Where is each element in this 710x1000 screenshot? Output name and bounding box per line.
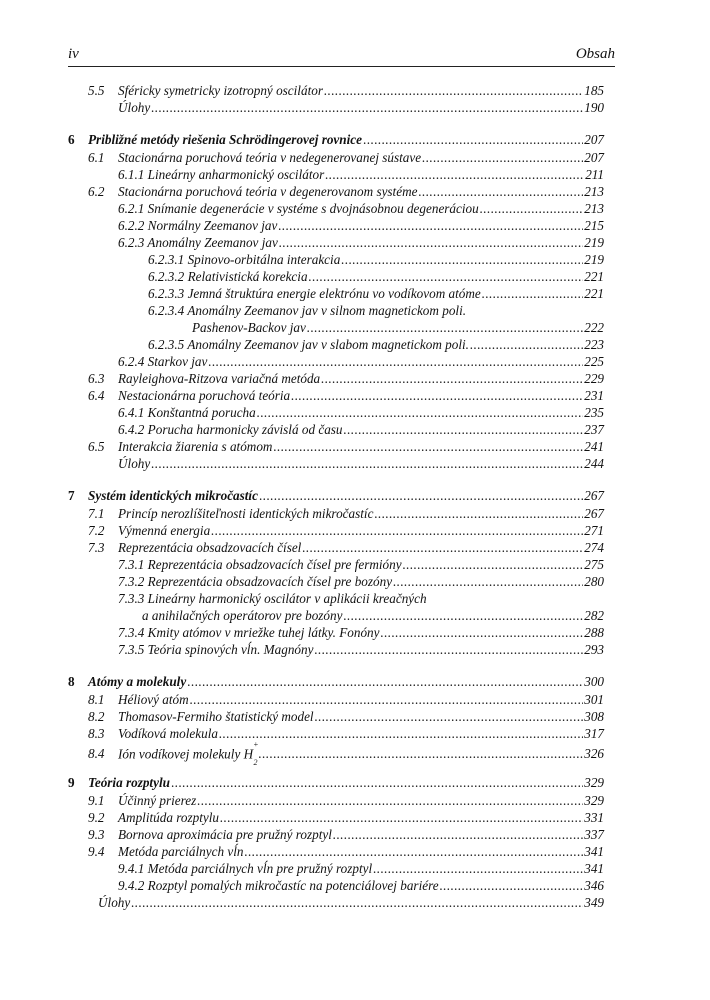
dot-leader [418, 183, 583, 200]
dot-leader [480, 200, 583, 217]
toc-page-number: 225 [584, 354, 604, 369]
dot-leader [302, 539, 583, 556]
toc-entry-row[interactable] [68, 641, 604, 658]
toc-entry-row[interactable] [68, 166, 604, 183]
toc-page-number: 223 [584, 337, 604, 352]
toc-entry-row[interactable] [68, 539, 604, 556]
dot-leader [403, 556, 584, 573]
toc-entry-title: Thomasov-Fermiho štatistický model [118, 709, 314, 724]
toc-page-number: 237 [584, 422, 604, 437]
dot-leader [245, 843, 584, 860]
toc-entry-title: 9.4.2 Rozptyl pomalých mikročastíc na potenciálovej bariére [118, 878, 439, 893]
toc-entry-row[interactable] [68, 82, 604, 99]
toc-entry-number: 6.4 [88, 388, 105, 403]
dot-leader [373, 860, 583, 877]
toc-page-number: 280 [584, 574, 604, 589]
toc-entry-title: 7.3.4 Kmity atómov v mriežke tuhej látky. Fonóny [118, 625, 380, 640]
dot-leader [482, 285, 583, 302]
toc-entry-title: Úlohy [98, 895, 131, 910]
toc-entry-title: Ión vodíkovej molekuly $H^+_2$ [118, 740, 259, 768]
toc-entry-title: Približné metódy riešenia Schrödingerovej rovnice [88, 132, 362, 147]
toc-entry-number: 6.5 [88, 439, 105, 454]
superscript-charge: + [253, 740, 259, 749]
toc-entry-row[interactable] [68, 183, 604, 200]
toc-entry-title: Atómy a molekuly [88, 674, 187, 689]
toc-page-number: 219 [584, 252, 604, 267]
toc-entry-row[interactable] [68, 505, 604, 522]
toc-entry-title: 6.2.3 Anomálny Zeemanov jav [118, 235, 278, 250]
toc-page-number: 190 [584, 100, 604, 115]
toc-entry-row[interactable] [68, 455, 604, 472]
toc-page-number: 349 [584, 895, 604, 910]
dot-leader [333, 826, 583, 843]
toc-page-number: 275 [584, 557, 604, 572]
toc-page-number: 221 [584, 286, 604, 301]
toc-entry-row[interactable] [68, 319, 604, 336]
toc-entry-row[interactable] [68, 268, 604, 285]
toc-entry-title: 6.4.1 Konštantná porucha [118, 405, 256, 420]
toc-entry-title: Úlohy [118, 100, 151, 115]
toc-page-number: 207 [584, 132, 604, 147]
toc-entry-title: Výmenná energia [118, 523, 211, 538]
toc-chapter-row[interactable] [68, 131, 604, 149]
toc-entry-row[interactable] [68, 251, 604, 268]
toc-page-number: 288 [584, 625, 604, 640]
toc-entry-row[interactable] [68, 624, 604, 641]
toc-entry-row[interactable] [68, 792, 604, 809]
toc-entry-number: 9.2 [88, 810, 105, 825]
toc-page-number: 219 [584, 235, 604, 250]
dot-leader [151, 99, 583, 116]
toc-entry-title: 6.2.3.1 Spinovo-orbitálna interakcia [148, 252, 341, 267]
dot-leader [279, 234, 583, 251]
dot-leader [259, 487, 583, 504]
toc-entry-row[interactable] [68, 421, 604, 438]
toc-entry-line: 7.3.3 Lineárny harmonický oscilátor v aplikácii kreačných [118, 591, 427, 606]
toc-entry-number: 7 [68, 488, 75, 503]
toc-chapter-row[interactable] [68, 487, 604, 505]
dot-leader [314, 641, 583, 658]
toc-page-number: 213 [584, 201, 604, 216]
toc-chapter-row[interactable] [68, 673, 604, 691]
dot-leader [343, 607, 583, 624]
dot-leader [422, 149, 583, 166]
dot-leader [151, 455, 583, 472]
dot-leader [187, 673, 583, 690]
toc-entry-title: Stacionárna poruchová teória v nedegenerovanej sústave [118, 150, 422, 165]
toc-entry-title: Amplitúda rozptylu [118, 810, 219, 825]
toc-entry-row[interactable] [68, 387, 604, 404]
dot-leader [259, 745, 584, 762]
toc-page-number: 207 [584, 150, 604, 165]
dot-leader [220, 809, 583, 826]
toc-page-number: 300 [584, 674, 604, 689]
running-title: Obsah [575, 46, 615, 62]
toc-page-number: 231 [584, 388, 604, 403]
toc-entry-line: 6.2.3.4 Anomálny Zeemanov jav v silnom magnetickom poli. [148, 303, 467, 318]
running-header [68, 46, 615, 67]
toc-entry-row[interactable] [68, 691, 604, 708]
toc-entry-title: Nestacionárna poruchová teória [118, 388, 291, 403]
dot-leader [273, 438, 583, 455]
toc-entry-number: 8.4 [88, 746, 105, 762]
toc-entry-title: 6.1.1 Lineárny anharmonický oscilátor [118, 167, 325, 182]
toc-entry-title: 6.2.3.2 Relativistická korekcia [148, 269, 308, 284]
toc-entry-title: Systém identických mikročastíc [88, 488, 258, 503]
dot-leader [325, 166, 584, 183]
toc-entry-number: 7.1 [88, 506, 105, 521]
toc-entry-title: Pashenov-Backov jav [192, 320, 306, 335]
toc-entry-row[interactable] [68, 809, 604, 826]
toc-page-number: 267 [584, 488, 604, 503]
toc-entry-number: 8.3 [88, 726, 105, 741]
dot-leader [381, 624, 584, 641]
toc-entry-title: 6.2.2 Normálny Zeemanov jav [118, 218, 278, 233]
toc-entry-title: 7.3.5 Teória spinových vĺn. Magnóny [118, 642, 314, 657]
toc-page-number: 221 [584, 269, 604, 284]
dot-leader [131, 894, 583, 911]
toc-page-number: 346 [584, 878, 604, 893]
toc-page-number: 341 [584, 861, 604, 876]
toc-entry-title: Metóda parciálnych vĺn [118, 844, 244, 859]
toc-entry-title: Stacionárna poruchová teória v degenerovanom systéme [118, 184, 418, 199]
toc-entry-number: 8 [68, 674, 75, 689]
toc-page-number: 185 [584, 83, 604, 98]
dot-leader [324, 82, 583, 99]
toc-entry-number: 6.2 [88, 184, 105, 199]
toc-entry-row[interactable] [68, 860, 604, 877]
toc-entry-number: 9.3 [88, 827, 105, 842]
toc-page-number: 235 [584, 405, 604, 420]
dot-leader [363, 131, 583, 148]
toc-page-number: 301 [584, 692, 604, 707]
toc-entry-title: 7.3.2 Reprezentácia obsadzovacích čísel pre bozóny [118, 574, 393, 589]
toc-entry-row[interactable] [68, 522, 604, 539]
toc-page-number: 293 [584, 642, 604, 657]
toc-entry-row[interactable] [68, 438, 604, 455]
dot-leader [257, 404, 583, 421]
page-number-roman: iv [68, 46, 79, 62]
chapter-gap [68, 658, 604, 673]
toc-entry-title: Interakcia žiarenia s atómom [118, 439, 273, 454]
toc-entry-row[interactable] [68, 285, 604, 302]
toc-entry-number: 9 [68, 775, 75, 790]
toc-entry-row[interactable] [68, 200, 604, 217]
toc-page-number: 211 [585, 167, 604, 182]
toc-entry-number: 5.5 [88, 83, 105, 98]
toc-entry-title: 9.4.1 Metóda parciálnych vĺn pre pružný rozptyl [118, 861, 373, 876]
toc-entry-number: 6 [68, 132, 75, 147]
dot-leader [190, 691, 584, 708]
toc-entry-title: Héliový atóm [118, 692, 189, 707]
toc-entry-title: Reprezentácia obsadzovacích čísel [118, 540, 302, 555]
toc-chapter-row[interactable] [68, 774, 604, 792]
toc-entry-title: 6.4.2 Porucha harmonicky závislá od času [118, 422, 343, 437]
toc-page-number: 282 [584, 608, 604, 623]
dot-leader [321, 370, 583, 387]
toc-page-number: 331 [584, 810, 604, 825]
toc-page-number: 244 [584, 456, 604, 471]
toc-entry-row[interactable] [68, 336, 604, 353]
toc-entry-number: 6.3 [88, 371, 105, 386]
toc-entry-title: Bornova aproximácia pre pružný rozptyl [118, 827, 332, 842]
toc-entry-row[interactable] [68, 404, 604, 421]
dot-leader [440, 877, 584, 894]
dot-leader [197, 792, 583, 809]
dot-leader [307, 319, 583, 336]
chapter-gap [68, 116, 604, 131]
toc-page-number: 271 [584, 523, 604, 538]
toc-entry-number: 8.1 [88, 692, 105, 707]
toc-entry-number: 7.3 [88, 540, 105, 555]
toc-entry-title: 6.2.3.5 Anomálny Zeemanov jav v slabom magnetickom poli. [148, 337, 469, 352]
toc-entry-title: Teória rozptylu [88, 775, 170, 790]
toc-entry-number: 7.2 [88, 523, 105, 538]
dot-leader [211, 522, 583, 539]
toc-entry-title: 6.2.3.3 Jemná štruktúra energie elektrónu vo vodíkovom atóme [148, 286, 481, 301]
dot-leader [309, 268, 584, 285]
toc-entry-row[interactable] [68, 877, 604, 894]
dot-leader [344, 421, 584, 438]
toc-entry-row[interactable] [68, 370, 604, 387]
chapter-gap [68, 472, 604, 487]
toc-entry-number: 9.4 [88, 844, 105, 859]
toc-entry-row[interactable] [68, 894, 604, 911]
toc-page-number: 341 [584, 844, 604, 859]
toc-entry-title: Sféricky symetricky izotropný oscilátor [118, 83, 323, 98]
dot-leader [208, 353, 583, 370]
dot-leader [374, 505, 583, 522]
table-of-contents [68, 82, 604, 911]
toc-page-number: 326 [584, 746, 604, 762]
dot-leader [171, 774, 583, 791]
toc-entry-row[interactable] [68, 353, 604, 370]
toc-entry-row[interactable] [68, 149, 604, 166]
toc-entry-number: 8.2 [88, 709, 105, 724]
toc-entry-title: 7.3.1 Reprezentácia obsadzovacích čísel pre fermióny [118, 557, 402, 572]
dot-leader [219, 725, 583, 742]
toc-entry-title: Princíp nerozlíšiteľnosti identických mikročastíc [118, 506, 374, 521]
toc-entry-row[interactable] [68, 708, 604, 725]
toc-page-number: 267 [584, 506, 604, 521]
toc-page-number: 337 [584, 827, 604, 842]
toc-entry-title: a anihilačných operátorov pre bozóny [142, 608, 343, 623]
toc-entry-row[interactable] [68, 740, 604, 768]
toc-entry-row[interactable] [68, 826, 604, 843]
toc-page-number: 317 [584, 726, 604, 741]
dot-leader [291, 387, 583, 404]
dot-leader [341, 251, 583, 268]
toc-page-number: 308 [584, 709, 604, 724]
toc-page-number: 222 [584, 320, 604, 335]
toc-page-number: 215 [584, 218, 604, 233]
toc-page-number: 274 [584, 540, 604, 555]
toc-entry-number: 6.1 [88, 150, 105, 165]
dot-leader [393, 573, 583, 590]
toc-entry-number: 9.1 [88, 793, 105, 808]
dot-leader [278, 217, 583, 234]
toc-entry-title: Úlohy [118, 456, 151, 471]
toc-entry-row[interactable] [68, 556, 604, 573]
toc-entry-row[interactable] [68, 725, 604, 742]
dot-leader [470, 336, 583, 353]
toc-page-number: 241 [584, 439, 604, 454]
subscript-count: 2 [253, 758, 258, 768]
toc-entry-title: 6.2.1 Snímanie degenerácie v systéme s dvojnásobnou degeneráciou [118, 201, 479, 216]
dot-leader [315, 708, 584, 725]
toc-entry-row[interactable] [68, 99, 604, 116]
toc-page-number: 213 [584, 184, 604, 199]
toc-page-number: 329 [584, 793, 604, 808]
toc-entry-row[interactable] [68, 843, 604, 860]
toc-entry-row[interactable] [68, 234, 604, 251]
toc-entry-title: Účinný prierez [118, 793, 197, 808]
toc-entry-title: Vodíková molekula [118, 726, 218, 741]
toc-entry-row[interactable] [68, 217, 604, 234]
toc-entry-title: 6.2.4 Starkov jav [118, 354, 208, 369]
toc-page-number: 329 [584, 775, 604, 790]
toc-entry-title: Rayleighova-Ritzova variačná metóda [118, 371, 321, 386]
toc-entry-row[interactable] [68, 573, 604, 590]
toc-entry-row[interactable] [68, 607, 604, 624]
toc-page-number: 229 [584, 371, 604, 386]
